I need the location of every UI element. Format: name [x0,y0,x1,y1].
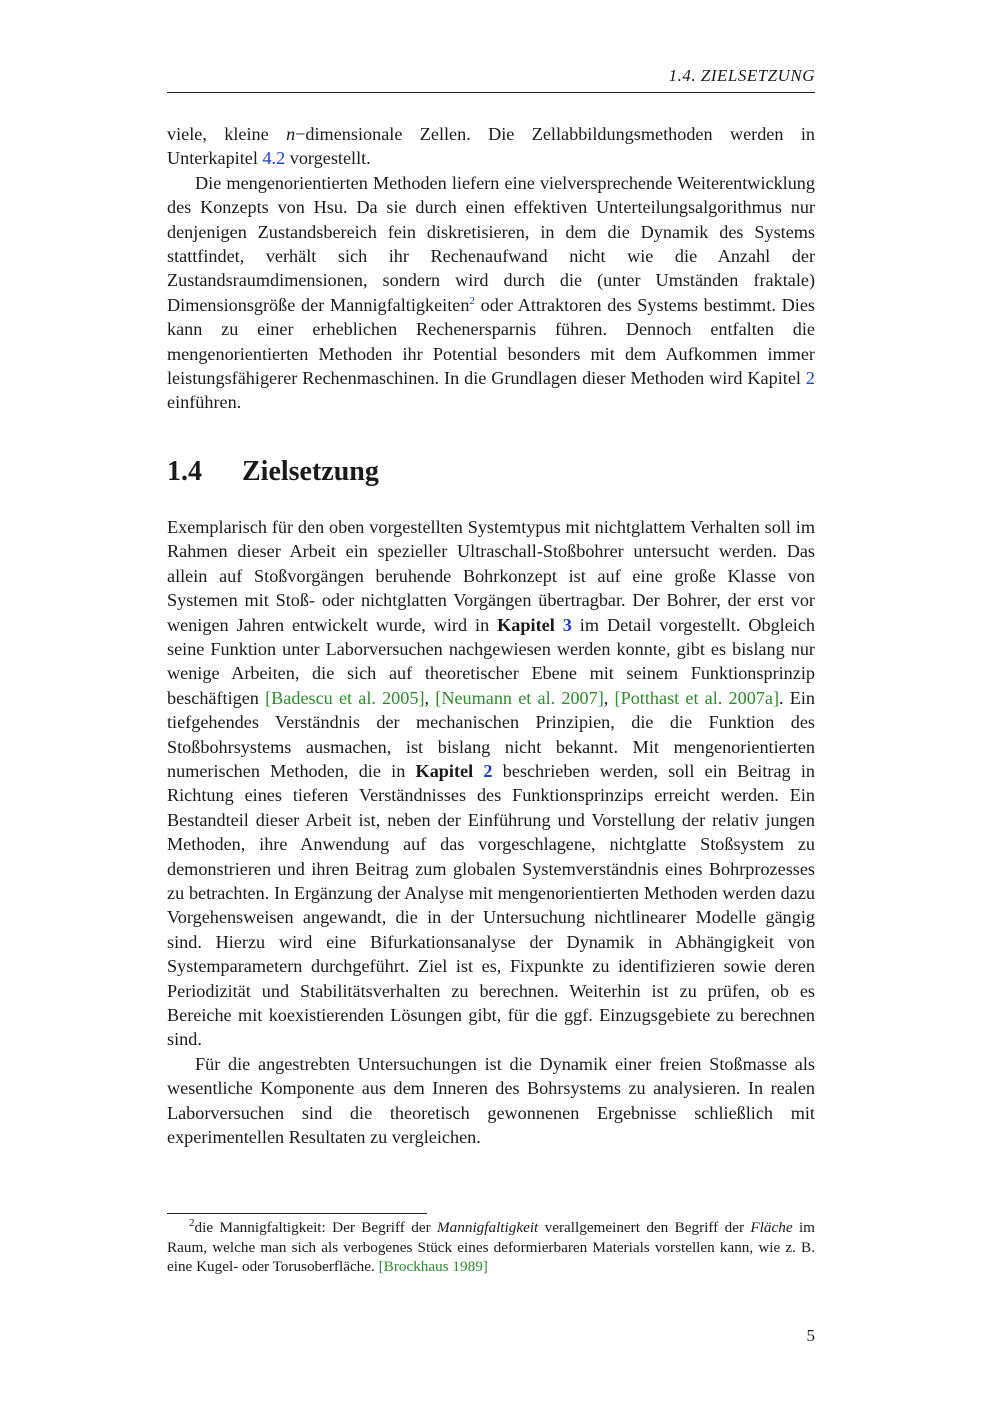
paragraph-1 [167,122,815,171]
citation-badescu-2005[interactable]: [Badescu et al. 2005] [265,687,425,708]
para1-text-1: viele, kleine [167,124,287,144]
footnote-text [167,1218,815,1277]
para3-text-4: beschrieben werden, soll ein Beitrag in Richtung eines tieferen Verständnisses des Funktionsprinzips erreicht werden. Ein Bestandteil dieser Arbeit ist, neben der Einführung und Vorstellung der relativ jungen Methoden, ihre Anwendung auf das vorgeschlagene, nichtglatte Stoßsystem zu demonstrieren und ihren Beitrag zum globalen Systemverständnis eines Bohrprozesses zu betrachten. In Ergänzung der Analyse mit mengenorientierten Methoden werden dazu Vorgehensweisen angewandt, die in der Untersuchung nichtlinearer Modelle gängig sind. Hierzu wird eine Bifurkationsanalyse der Dynamik in Abhängigkeit von Systemparametern durchgeführt. Ziel ist es, Fixpunkte zu identifizieren sowie deren Periodizität und Stabilitätsverhalten zu berechnen. Weiterhin ist zu prüfen, ob es Bereiche mit koexistierenden Lösungen gibt, für die ggf. Einzugsgebiete zu berechnen sind. [167,760,816,1050]
ref-kapitel-2-bold[interactable]: 2 [483,760,493,781]
footnote-rule [167,1213,427,1214]
ref-kapitel-3[interactable]: 3 [562,614,572,635]
footnote-text-3: im Raum, welche man sich als verbogenes Stück eines deformierbaren Materials vorstellen kann, wie z. B. eine Kugel- oder Torusoberfläche. [167,1219,815,1275]
citation-brockhaus-1989[interactable]: [Brockhaus 1989] [378,1258,488,1275]
para1-math-n: n [286,124,296,144]
citation-separator-2: , [603,687,615,708]
para2-text-1: Die mengenorientierten Methoden liefern eine vielversprechende Weiterentwicklung des Konzepts von Hsu. Da sie durch einen effektiven Unterteilungsalgorithmus nur denjenigen Zustandsbereich fein diskretisieren, in dem die Dynamik des Systems stattfindet, verhält sich ihr Rechenaufwand nicht wie die Anzahl der Zustandsraumdimensionen, sondern wird durch die (unter Umständen fraktale) Dimensionsgröße der Mannigfaltigkeiten [167,172,815,315]
para1-text-2: −dimensionale Zellen. Die Zellabbildungsmethoden werden in Unterkapitel [167,124,815,169]
ref-kapitel-2[interactable]: 2 [805,368,815,389]
para2-text-2: oder Attraktoren des Systems bestimmt. Dies kann zu einer erheblichen Rechenersparnis führen. Dennoch entfalten die mengenorientierten Methoden ihr Potential besonders mit dem Aufkommen immer leistungsfähigerer Rechenmaschinen. In die Grundlagen dieser Methoden wird Kapitel [167,294,815,389]
para2-text-3: einführen. [167,392,242,413]
running-head: 1.4. ZIELSETZUNG [668,66,815,85]
footnote-text-1: die Mannigfaltigkeit: Der Begriff der [194,1219,438,1236]
para3-text-1: Exemplarisch für den oben vorgestellten Systemtypus mit nichtglattem Verhalten soll im Rahmen dieser Arbeit ein spezieller Ultraschall-Stoßbohrer untersucht werden. Das allein auf Stoßvorgängen beruhende Bohrkonzept ist auf eine große Klasse von Systemen mit Stoß- oder nichtglatten Vorgängen übertragbar. Der Bohrer, der erst vor wenigen Jahren entwickelt wurde, wird in [167,516,815,635]
para1-text-3: vorgestellt. [285,148,371,169]
citation-separator-1: , [424,687,436,708]
paragraph-2 [167,171,815,415]
para3-text-2: im Detail vorgestellt. Obgleich seine Funktion unter Laborversuchen nachgewiesen werden konnte, gibt es bislang nur wenige Arbeiten, die sich auf theoretischer Ebene mit seinem Funktionsprinzip beschäftigen [167,614,816,708]
kapitel-label-1: Kapitel [497,614,555,635]
document-page [167,0,815,1415]
body-text [167,122,815,1149]
header-rule [167,92,815,93]
kapitel-label-2: Kapitel [415,760,474,781]
footnote-term-flaeche: Fläche [750,1219,793,1236]
footnote-number: 2 [189,1216,195,1229]
page-number: 5 [806,1326,815,1345]
footnote-text-2: verallgemeinert den Begriff der [538,1219,751,1236]
footnote [167,1218,815,1277]
section-title: Zielsetzung [242,455,379,487]
footnote-mark-2[interactable]: 2 [469,294,475,307]
section-heading [167,455,815,489]
paragraph-3 [167,515,815,1052]
para3-text-3: . Ein tiefgehendes Verständnis der mechanischen Prinzipien, die die Funktion des Stoßbohrsystems ausmachen, ist bislang nicht bekannt. Mit mengenorientierten numerischen Methoden, die in [167,687,816,781]
citation-neumann-2007[interactable]: [Neumann et al. 2007] [435,687,604,708]
footnote-term-mannigfaltigkeit: Mannigfaltigkeit [437,1219,539,1236]
citation-potthast-2007a[interactable]: [Potthast et al. 2007a] [614,687,780,708]
section-number: 1.4 [167,455,202,487]
ref-unterkapitel-4-2[interactable]: 4.2 [262,148,286,169]
paragraph-4: Für die angestrebten Untersuchungen ist die Dynamik einer freien Stoßmasse als wesentliche Komponente aus dem Inneren des Bohrsystems zu analysieren. In realen Laborversuchen sind die theoretisch gewonnenen Ergebnisse schließlich mit experimentellen Resultaten zu vergleichen. [167,1053,815,1148]
